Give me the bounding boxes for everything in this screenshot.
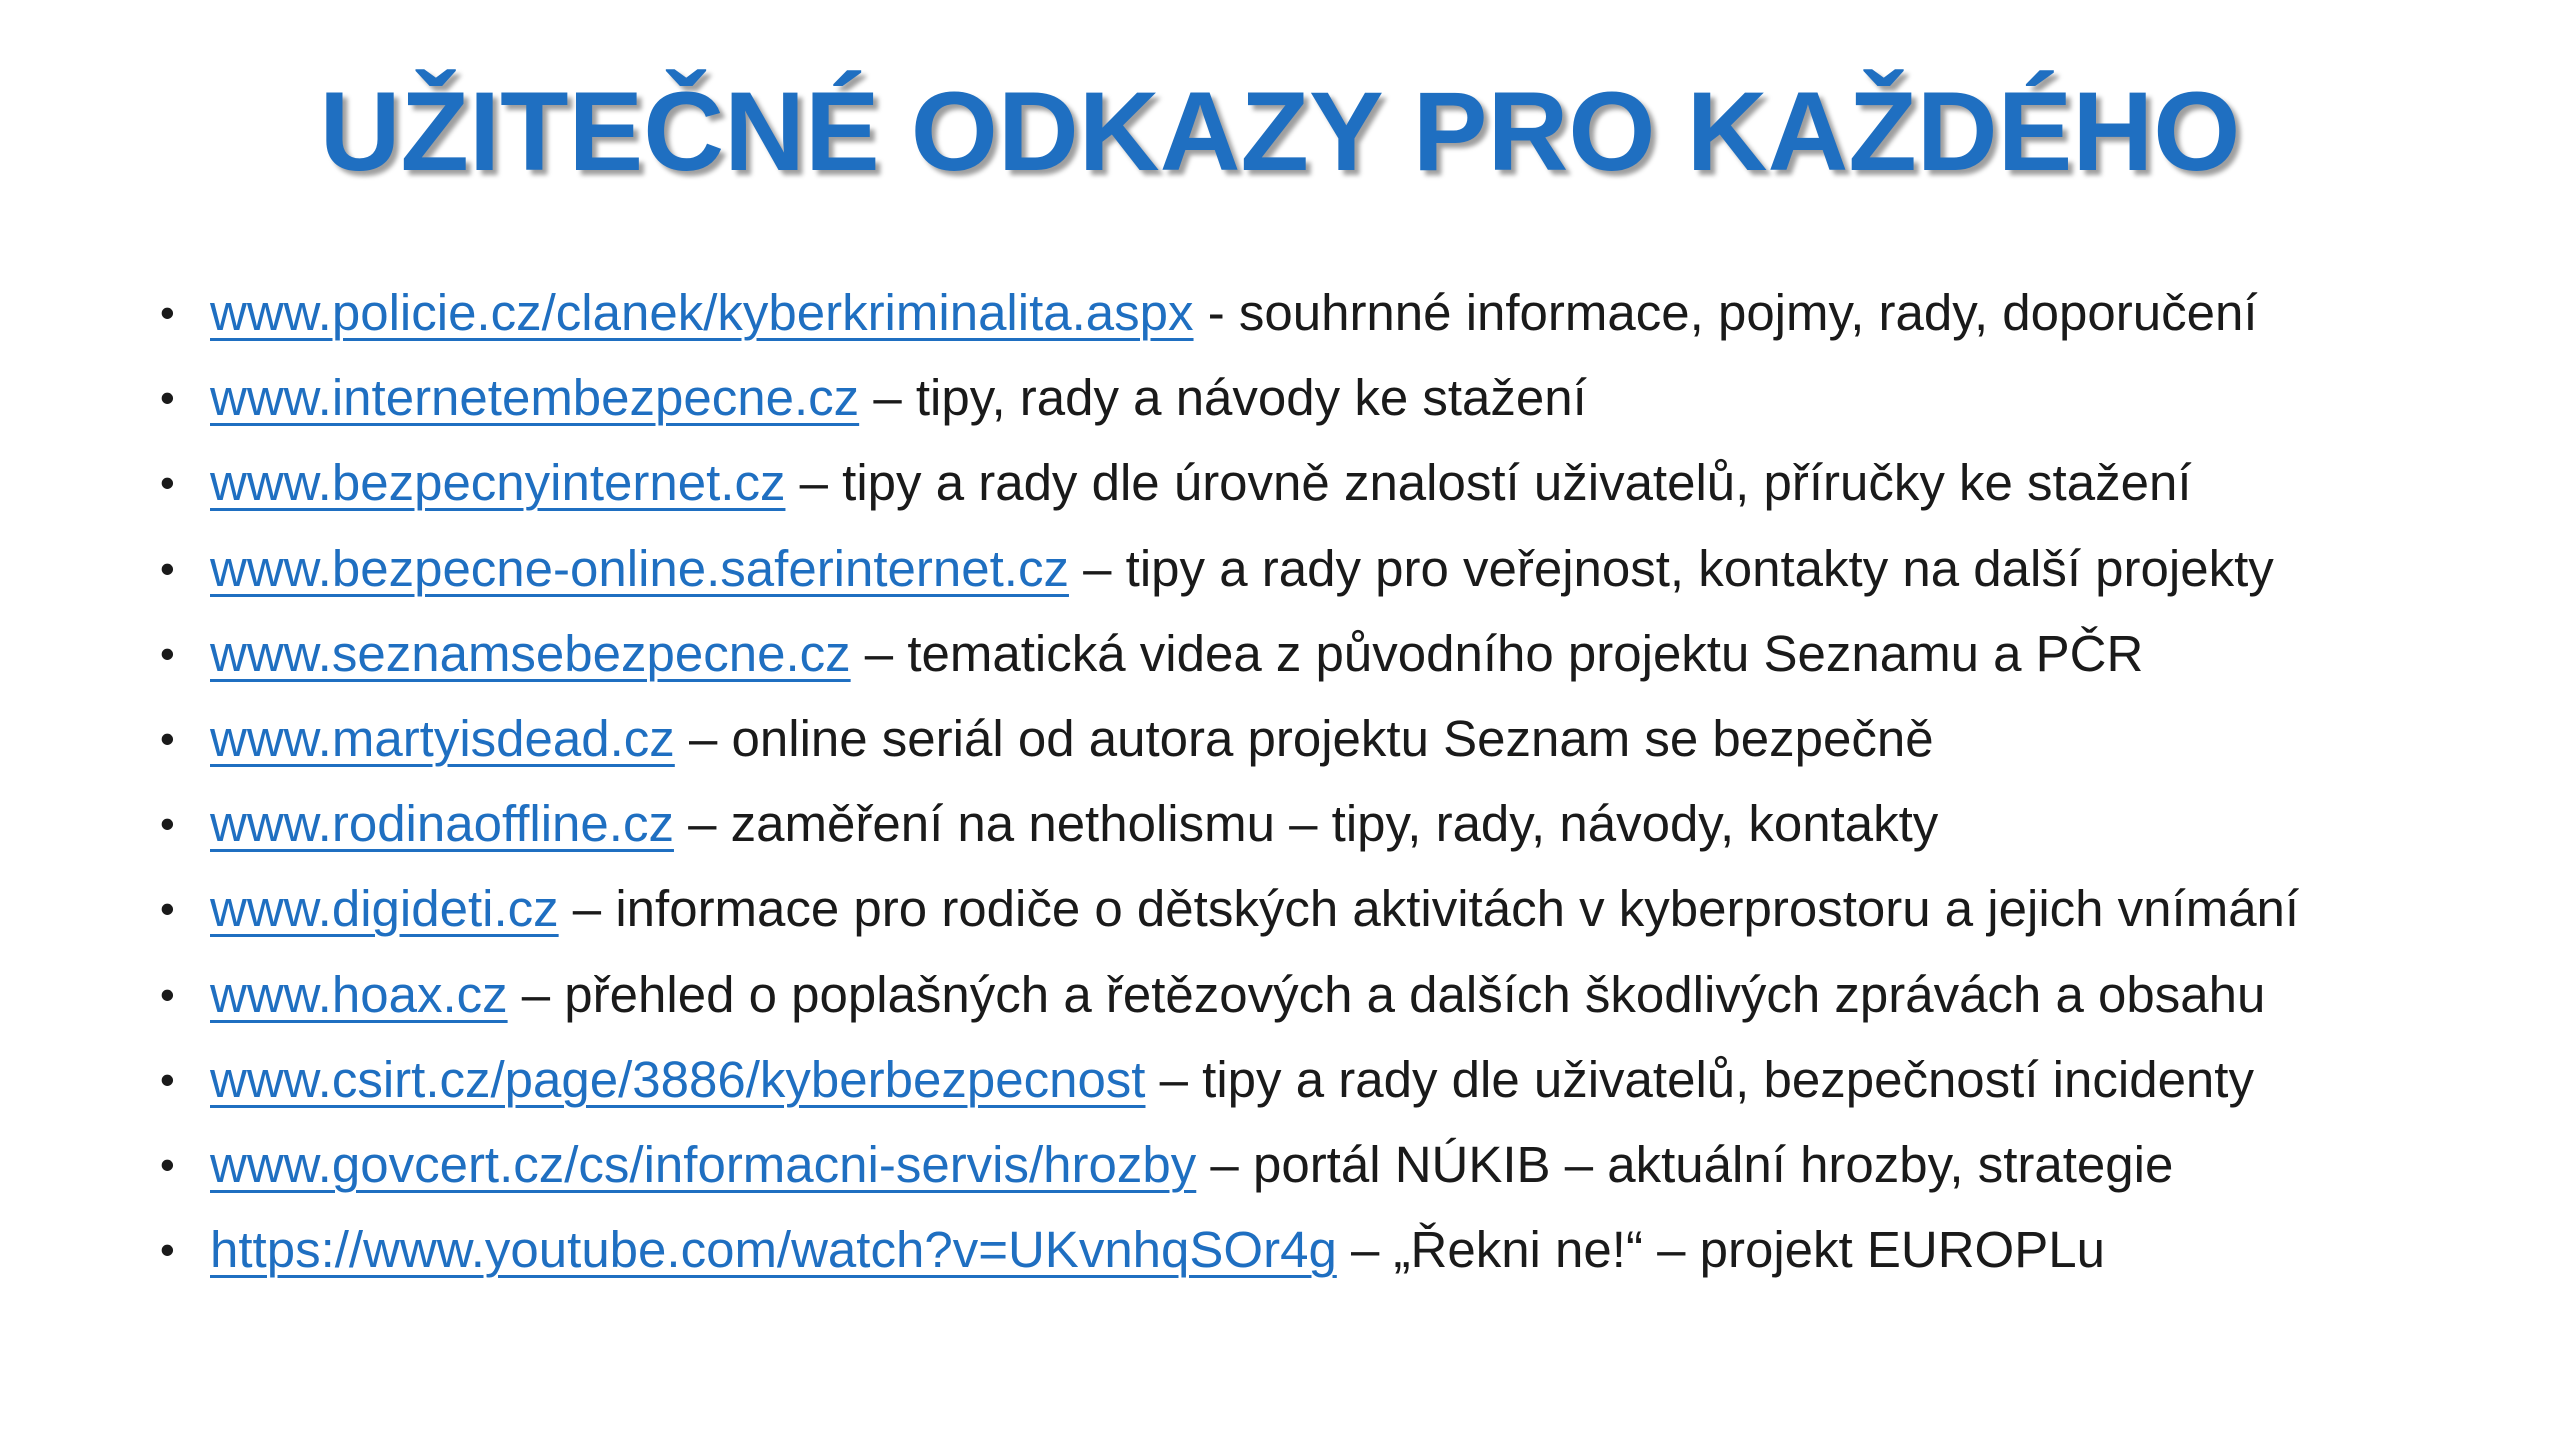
link-description: – „Řekni ne!“ – projekt EUROPLu	[1336, 1221, 2105, 1279]
link-description: – portál NÚKIB – aktuální hrozby, strategie	[1196, 1135, 2174, 1193]
link-digideti[interactable]: www.digideti.cz	[210, 880, 559, 938]
list-item	[160, 440, 2500, 525]
bullet-icon: •	[160, 800, 175, 848]
bullet-icon: •	[160, 629, 175, 677]
list-item	[160, 611, 2500, 696]
list-item	[160, 1037, 2500, 1122]
bullet-icon: •	[160, 459, 175, 507]
link-description: – informace pro rodiče o dětských aktivitách v kyberprostoru a jejich vnímání	[558, 880, 2300, 938]
link-description: – tipy a rady dle úrovně znalostí uživatelů, příručky ke stažení	[785, 454, 2192, 512]
list-item	[160, 1207, 2500, 1292]
list-item	[160, 866, 2500, 951]
link-list	[160, 270, 2500, 1292]
list-item	[160, 696, 2500, 781]
link-description: – tematická videa z původního projektu Seznamu a PČR	[850, 624, 2144, 682]
list-item	[160, 526, 2500, 611]
link-bezpecnyinternet[interactable]: www.bezpecnyinternet.cz	[210, 454, 786, 512]
link-description: – online seriál od autora projektu Seznam se bezpečně	[674, 709, 1934, 767]
bullet-icon: •	[160, 1140, 175, 1188]
link-internetembezpecne[interactable]: www.internetembezpecne.cz	[210, 369, 860, 427]
link-description: – tipy a rady dle uživatelů, bezpečností incidenty	[1145, 1050, 2254, 1108]
link-youtube[interactable]: https://www.youtube.com/watch?v=UKvnhqSOr4g	[210, 1221, 1337, 1279]
link-govcert[interactable]: www.govcert.cz/cs/informacni-servis/hrozby	[210, 1135, 1197, 1193]
link-saferinternet[interactable]: www.bezpecne-online.saferinternet.cz	[210, 539, 1069, 597]
bullet-icon: •	[160, 289, 175, 336]
bullet-icon: •	[160, 1055, 175, 1103]
link-csirt[interactable]: www.csirt.cz/page/3886/kyberbezpecnost	[210, 1050, 1146, 1108]
list-item	[160, 1122, 2500, 1207]
slide-title: UŽITEČNÉ ODKAZY PRO KAŽDÉHO	[319, 69, 2241, 194]
link-description: – zaměření na netholismu – tipy, rady, návody, kontakty	[673, 795, 1939, 853]
bullet-icon: •	[160, 970, 175, 1018]
list-item	[160, 952, 2500, 1037]
list-item	[160, 355, 2500, 440]
link-martyisdead[interactable]: www.martyisdead.cz	[210, 709, 675, 767]
bullet-icon: •	[160, 374, 175, 422]
link-description: - souhrnné informace, pojmy, rady, doporučení	[1193, 284, 2258, 341]
list-item	[160, 270, 2500, 355]
link-description: – tipy a rady pro veřejnost, kontakty na další projekty	[1068, 539, 2274, 597]
list-item	[160, 781, 2500, 866]
link-seznamsebezpecne[interactable]: www.seznamsebezpecne.cz	[210, 624, 851, 682]
bullet-icon: •	[160, 544, 175, 592]
link-description: – přehled o poplašných a řetězových a dalších škodlivých zprávách a obsahu	[507, 965, 2266, 1023]
link-hoax[interactable]: www.hoax.cz	[210, 965, 508, 1023]
link-description: – tipy, rady a návody ke stažení	[859, 369, 1587, 427]
bullet-icon: •	[160, 714, 175, 762]
link-policie[interactable]: www.policie.cz/clanek/kyberkriminalita.aspx	[210, 284, 1194, 341]
bullet-icon: •	[160, 885, 175, 933]
bullet-icon: •	[160, 1226, 175, 1274]
link-rodinaoffline[interactable]: www.rodinaoffline.cz	[210, 795, 674, 853]
